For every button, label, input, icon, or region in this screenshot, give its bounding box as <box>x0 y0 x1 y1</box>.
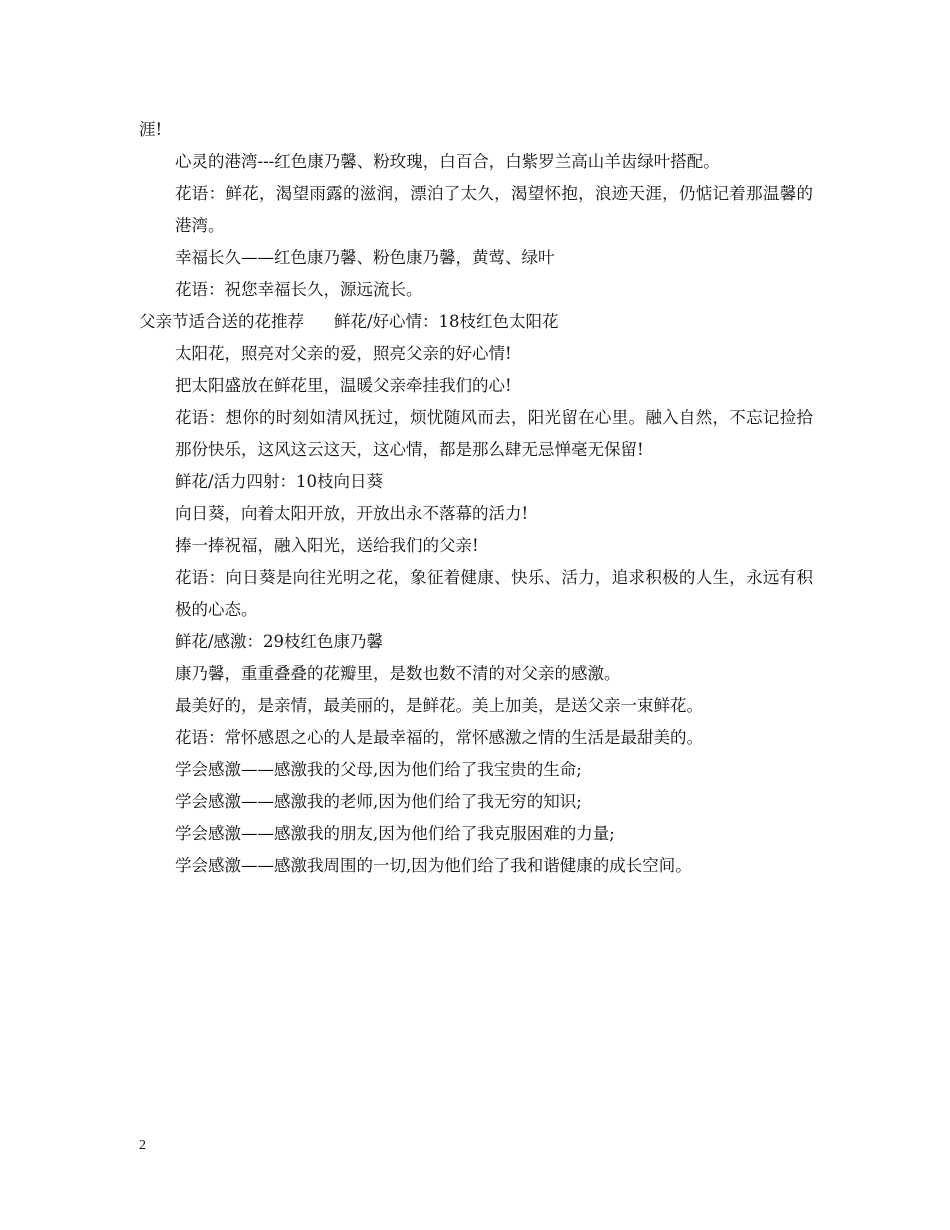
paragraph-line: 最美好的，是亲情，最美丽的，是鲜花。美上加美，是送父亲一束鲜花。 <box>175 696 703 715</box>
document-body <box>139 114 813 882</box>
paragraph-line: 向日葵，向着太阳开放，开放出永不落幕的活力! <box>175 504 529 523</box>
page-number: 2 <box>139 1138 146 1153</box>
section-heading-title: 父亲节适合送的花推荐 <box>139 312 304 331</box>
paragraph-line: 心灵的港湾---红色康乃馨、粉玫瑰，白百合，白紫罗兰高山羊齿绿叶搭配。 <box>175 152 720 171</box>
paragraph-line: 花语：向日葵是向往光明之花，象征着健康、快乐、活力，追求积极的人生，永远有积极的心态。 <box>175 568 813 619</box>
paragraph-line: 涯! <box>139 120 163 139</box>
section-heading <box>139 306 813 338</box>
section-heading-subtitle: 鲜花/好心情：18枝红色太阳花 <box>334 312 559 331</box>
paragraph-line: 花语：常怀感恩之心的人是最幸福的，常怀感激之情的生活是最甜美的。 <box>175 728 703 747</box>
paragraph-line: 学会感激——感激我的朋友,因为他们给了我克服困难的力量; <box>175 824 615 843</box>
paragraph-line: 幸福长久——红色康乃馨、粉色康乃馨，黄莺、绿叶 <box>175 248 555 267</box>
paragraph-line: 花语：鲜花，渴望雨露的滋润，漂泊了太久，渴望怀抱，浪迹天涯，仍惦记着那温馨的港湾。 <box>175 184 813 235</box>
paragraph-line: 花语：想你的时刻如清风抚过，烦忧随风而去，阳光留在心里。融入自然，不忘记捡拾那份快乐，这风这云这天，这心情，都是那么肆无忌惮毫无保留! <box>175 408 813 459</box>
paragraph-line: 捧一捧祝福，融入阳光，送给我们的父亲! <box>175 536 479 555</box>
paragraph-line: 学会感激——感激我的父母,因为他们给了我宝贵的生命; <box>175 760 582 779</box>
paragraph-line: 学会感激——感激我周围的一切,因为他们给了我和谐健康的成长空间。 <box>175 856 692 875</box>
paragraph-line: 学会感激——感激我的老师,因为他们给了我无穷的知识; <box>175 792 582 811</box>
paragraph-line: 鲜花/感激：29枝红色康乃馨 <box>175 632 384 651</box>
paragraph-line: 鲜花/活力四射：10枝向日葵 <box>175 472 384 491</box>
paragraph-line: 康乃馨，重重叠叠的花瓣里，是数也数不清的对父亲的感激。 <box>175 664 621 683</box>
paragraph-line: 太阳花，照亮对父亲的爱，照亮父亲的好心情! <box>175 344 512 363</box>
paragraph-line: 花语：祝您幸福长久，源远流长。 <box>175 280 423 299</box>
paragraph-line: 把太阳盛放在鲜花里，温暖父亲牵挂我们的心! <box>175 376 512 395</box>
